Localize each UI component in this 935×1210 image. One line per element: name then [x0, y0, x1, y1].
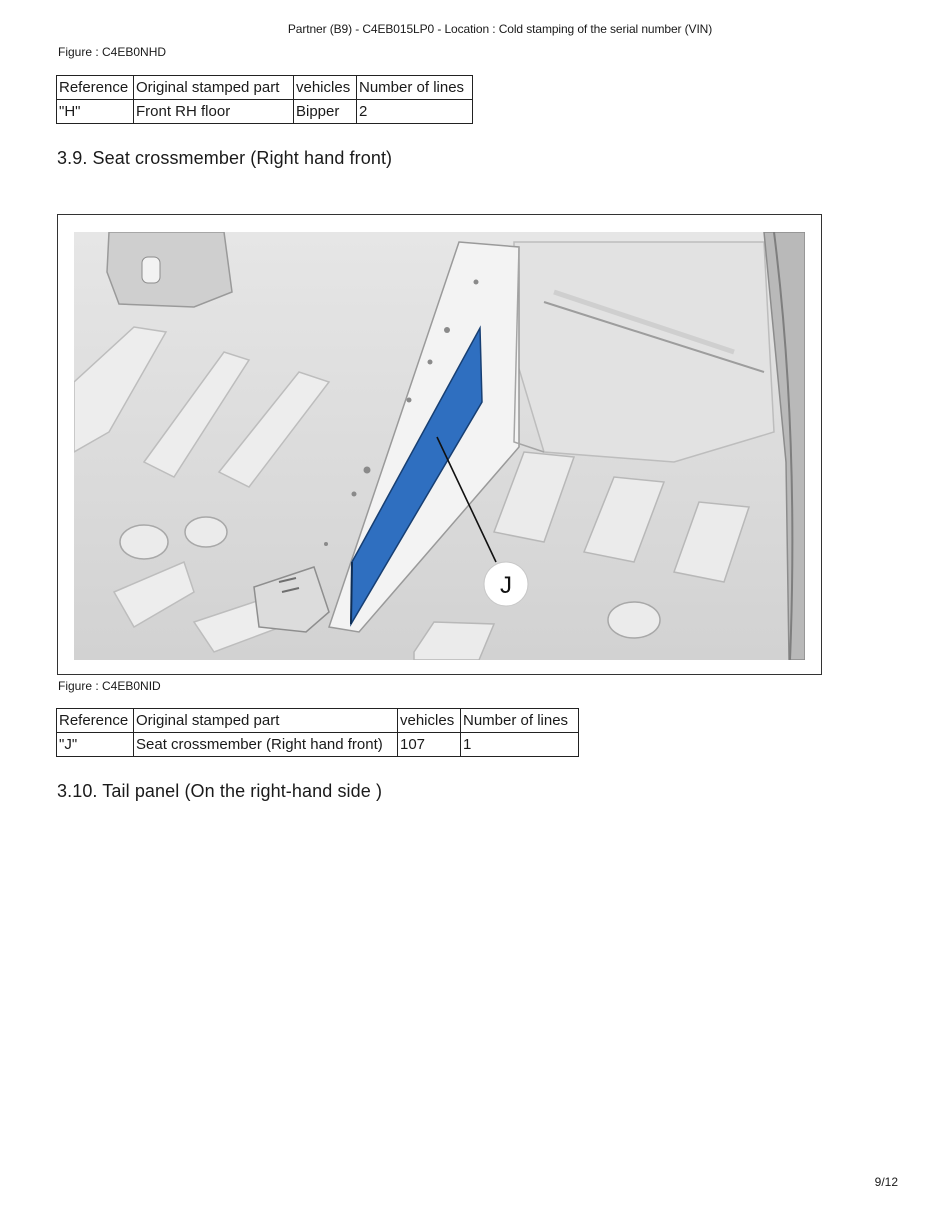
- cell-vehicles: Bipper: [294, 100, 357, 124]
- cell-lines: 2: [357, 100, 473, 124]
- figure-caption-j: Figure : C4EB0NID: [58, 679, 161, 693]
- cell-reference: "H": [57, 100, 134, 124]
- table-row: [57, 733, 579, 757]
- section-title-seat-crossmember: 3.9. Seat crossmember (Right hand front): [57, 148, 393, 168]
- parts-table-j: [56, 708, 579, 757]
- table-header-row: [57, 709, 579, 733]
- cell-vehicles: 107: [398, 733, 461, 757]
- column-header-lines: Number of lines: [357, 76, 473, 100]
- page-number: 9/12: [874, 1175, 898, 1189]
- figure-caption-h: Figure : C4EB0NHD: [58, 45, 167, 59]
- parts-table-h: [56, 75, 473, 124]
- callout-label: J: [500, 572, 512, 599]
- cell-part: Seat crossmember (Right hand front): [134, 733, 398, 757]
- figure-seat-crossmember: [57, 214, 822, 675]
- cell-reference: "J": [57, 733, 134, 757]
- column-header-part: Original stamped part: [134, 709, 398, 733]
- column-header-vehicles: vehicles: [398, 709, 461, 733]
- document-header: Partner (B9) - C4EB015LP0 - Location : Cold stamping of the serial number (VIN): [287, 22, 713, 36]
- column-header-part: Original stamped part: [134, 76, 294, 100]
- column-header-lines: Number of lines: [461, 709, 579, 733]
- section-title-tail-panel: 3.10. Tail panel (On the right-hand side ): [57, 781, 383, 801]
- floor-illustration: [74, 232, 805, 660]
- cell-lines: 1: [461, 733, 579, 757]
- table-header-row: [57, 76, 473, 100]
- column-header-reference: Reference: [57, 709, 134, 733]
- column-header-reference: Reference: [57, 76, 134, 100]
- cell-part: Front RH floor: [134, 100, 294, 124]
- column-header-vehicles: vehicles: [294, 76, 357, 100]
- table-row: [57, 100, 473, 124]
